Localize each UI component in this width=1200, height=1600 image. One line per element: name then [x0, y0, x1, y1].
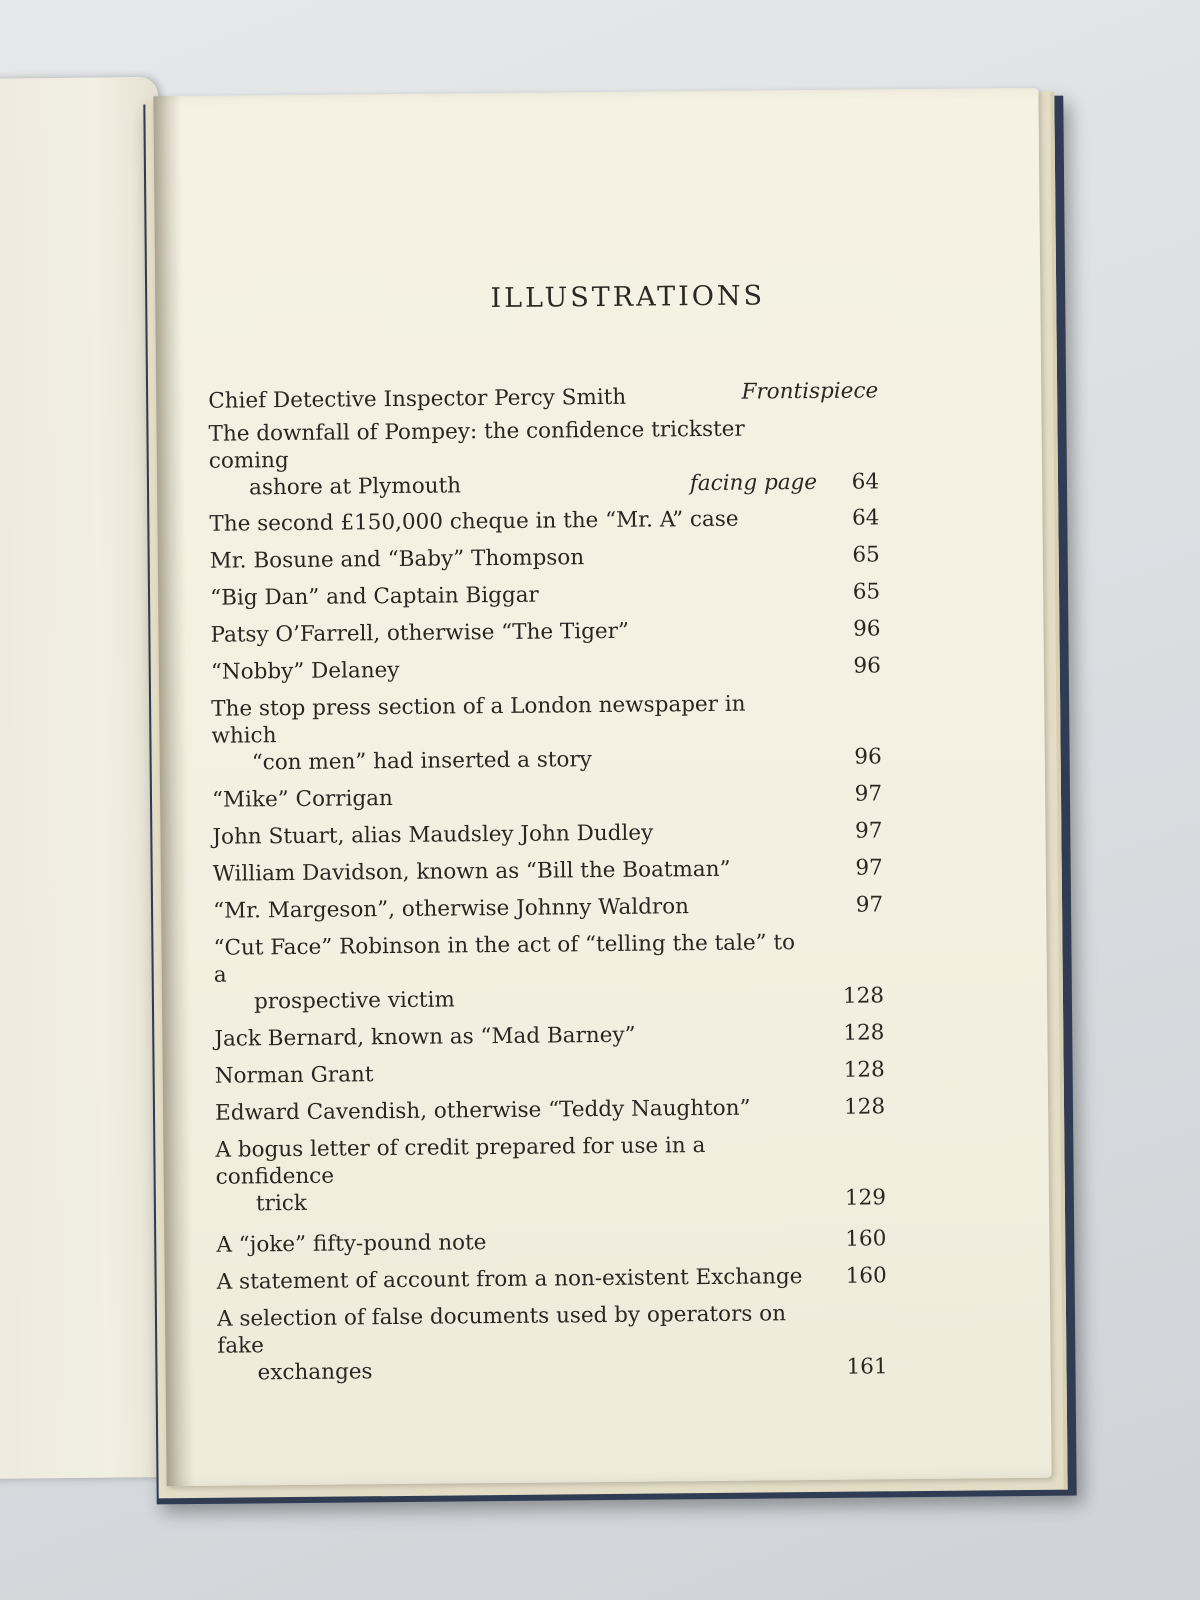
entry-page-number: 64	[851, 505, 880, 531]
entry-page-number: 128	[842, 983, 885, 1009]
entry-caption-continuation: ashore at Plymouth	[248, 473, 462, 501]
list-item	[215, 1093, 885, 1126]
entry-caption: “Mr. Margeson”, otherwise Johnny Waldron	[213, 894, 690, 924]
entry-caption: The second £150,000 cheque in the “Mr. A” case	[209, 506, 739, 537]
entry-caption-continuation: prospective victim	[253, 987, 455, 1015]
entry-caption: Patsy O’Farrell, otherwise “The Tiger”	[210, 618, 630, 648]
entry-caption-continuation: trick	[255, 1190, 307, 1217]
entry-page-number: 96	[853, 653, 881, 679]
list-item	[213, 854, 883, 887]
list-item	[216, 1225, 886, 1258]
entry-caption: Norman Grant	[214, 1062, 374, 1089]
entry-caption: A bogus letter of credit prepared for use in a confidence	[215, 1133, 706, 1190]
entry-page-number: 97	[854, 818, 883, 844]
entry-caption: The downfall of Pompey: the confidence trickster coming	[208, 416, 745, 474]
list-item	[212, 780, 882, 813]
entry-caption: Jack Bernard, known as “Mad Barney”	[214, 1022, 636, 1052]
list-item	[209, 504, 879, 537]
entry-page-number: 97	[854, 781, 883, 807]
entry-page-number: 65	[852, 579, 881, 605]
entry-caption: A selection of false documents used by operators on fake	[216, 1301, 787, 1359]
entry-caption: Edward Cavendish, otherwise “Teddy Naughton”	[214, 1095, 751, 1126]
entry-page-number: 129	[844, 1185, 887, 1211]
list-item	[217, 1262, 887, 1295]
list-item	[210, 541, 880, 574]
list-item	[217, 1299, 888, 1386]
list-item	[212, 817, 882, 850]
entry-caption: A “joke” fifty-pound note	[216, 1230, 487, 1258]
entry-caption: “Mike” Corrigan	[211, 786, 393, 813]
list-item	[211, 689, 882, 776]
entry-page-number: 65	[852, 542, 880, 568]
entry-caption: “Nobby” Delaney	[210, 657, 400, 685]
page-title: ILLUSTRATIONS	[490, 280, 766, 315]
entry-page-number: 96	[853, 616, 881, 642]
entry-page-number: 128	[843, 1057, 885, 1083]
list-item	[215, 1130, 886, 1217]
list-item	[215, 1056, 885, 1089]
entry-page-number: 160	[845, 1263, 887, 1289]
entry-page-number: 160	[845, 1226, 887, 1252]
entry-page-number: 97	[855, 892, 884, 918]
list-item	[213, 928, 884, 1015]
entry-page-number: 96	[854, 744, 882, 770]
illustrations-list	[208, 378, 888, 1386]
entry-note: Frontispiece	[741, 378, 879, 405]
entry-caption: William Davidson, known as “Bill the Boatman”	[212, 856, 731, 887]
entry-caption: “Cut Face” Robinson in the act of “telling the tale” to a	[213, 930, 796, 988]
entry-caption: A statement of account from a non-existent Exchange	[216, 1264, 803, 1295]
entry-page-number: 128	[843, 1094, 886, 1120]
list-item	[210, 578, 880, 611]
entry-page-number: 128	[843, 1020, 885, 1046]
list-item	[210, 615, 880, 648]
entry-page-number: 64	[851, 469, 880, 495]
entry-caption: Chief Detective Inspector Percy Smith	[208, 384, 627, 414]
list-item	[213, 891, 883, 924]
list-item	[208, 378, 879, 414]
entry-page-number: 97	[855, 855, 883, 881]
entry-page-number: 161	[846, 1354, 888, 1380]
entry-note: facing page	[689, 469, 818, 497]
list-item	[214, 1019, 884, 1052]
entry-caption: Mr. Bosune and “Baby” Thompson	[209, 545, 585, 574]
entry-caption: John Stuart, alias Maudsley John Dudley	[212, 820, 654, 850]
entry-caption-continuation: “con men” had inserted a story	[251, 747, 592, 776]
entry-caption: “Big Dan” and Captain Biggar	[210, 582, 539, 611]
list-item	[208, 414, 879, 501]
entry-caption: The stop press section of a London newspaper in which	[211, 691, 746, 749]
book-page	[153, 88, 1051, 1486]
list-item	[211, 652, 881, 685]
entry-caption-continuation: exchanges	[257, 1359, 373, 1386]
